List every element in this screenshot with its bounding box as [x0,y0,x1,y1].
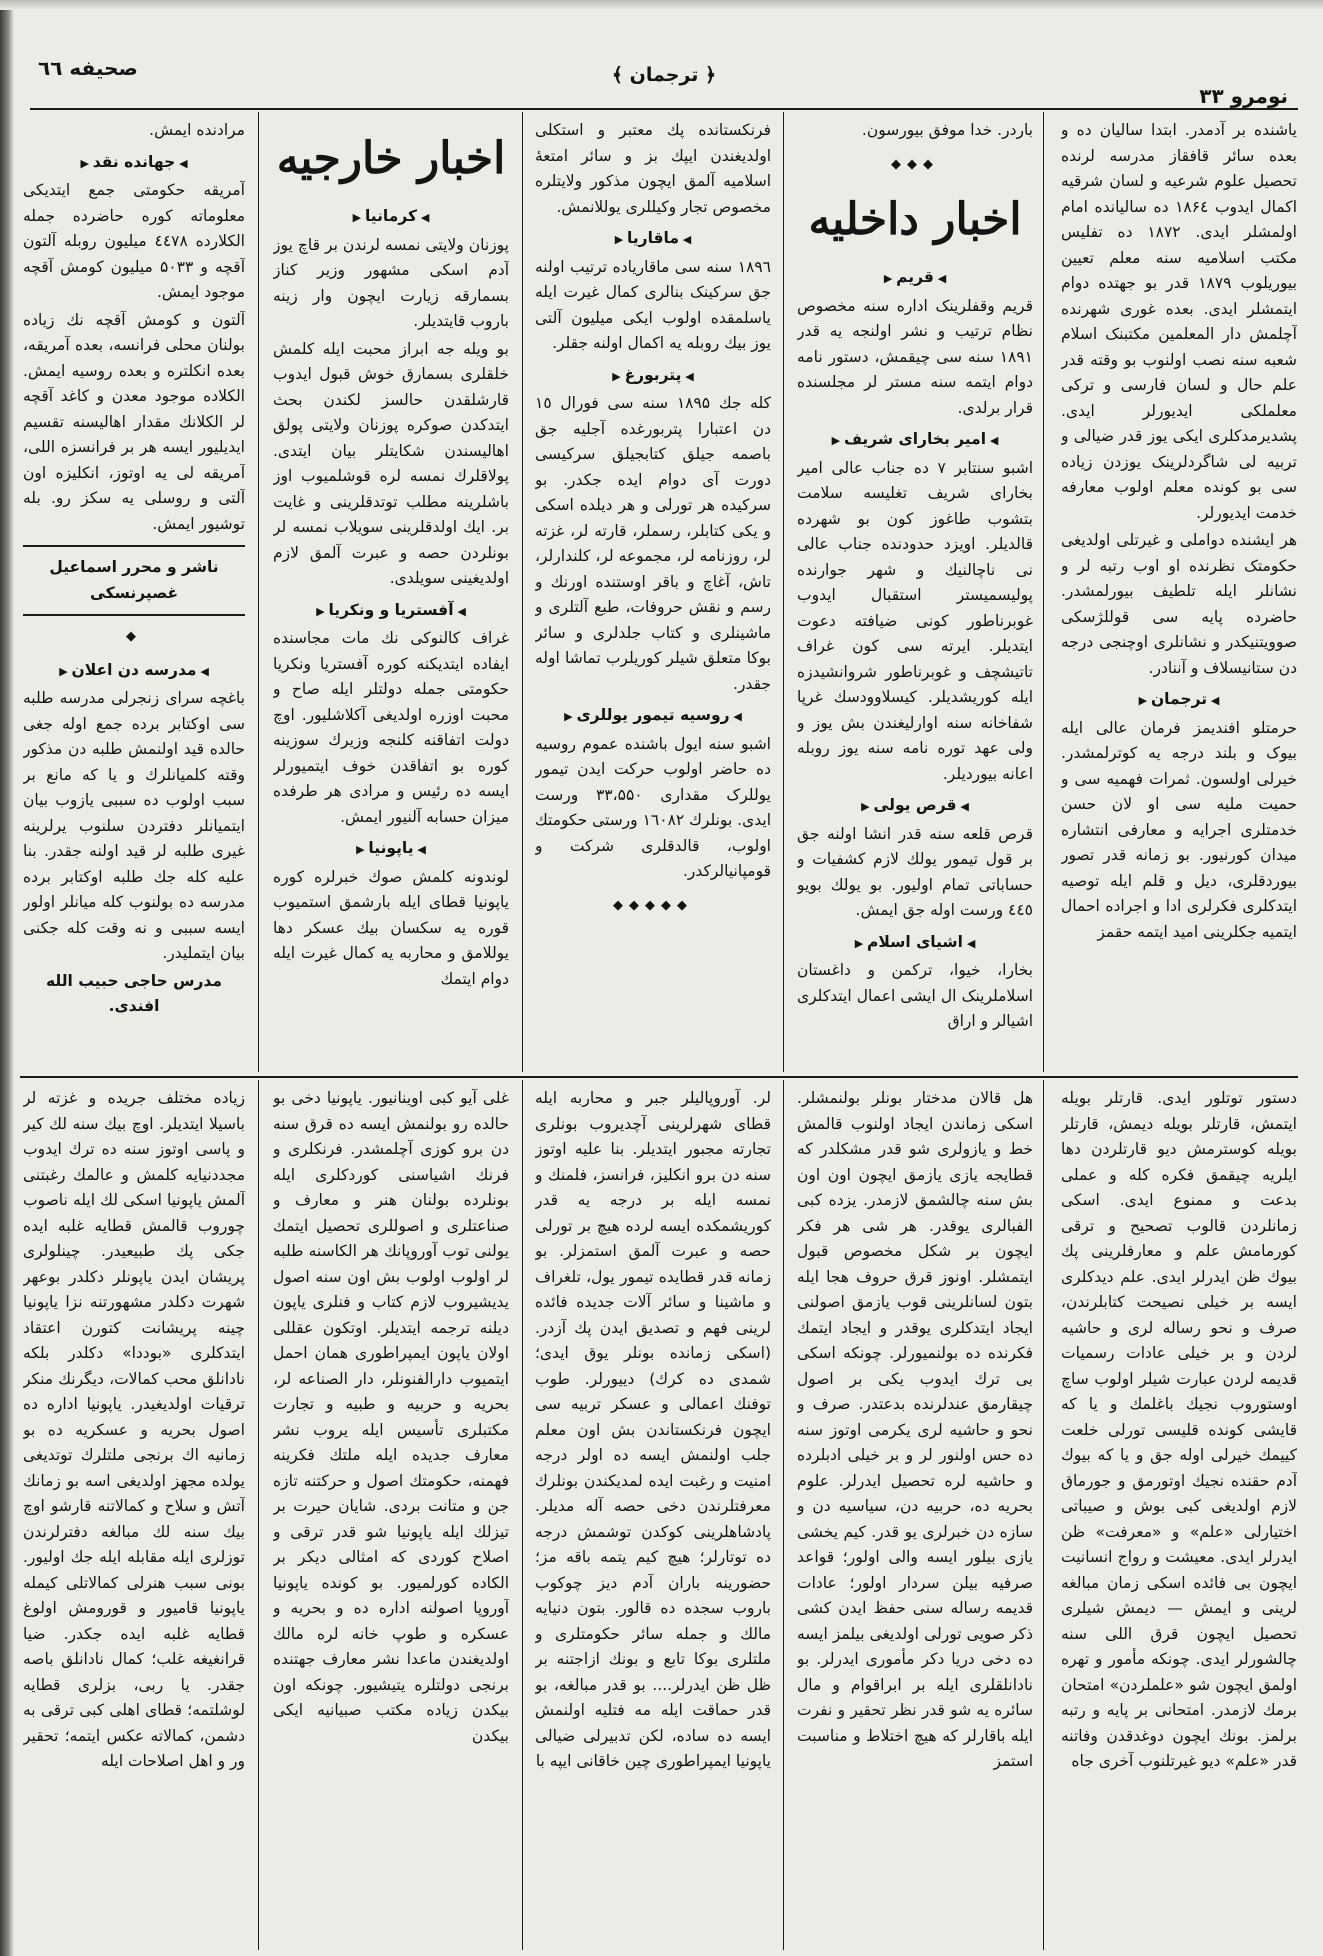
column-divider [522,1080,523,1950]
paragraph: هل قالان مدختار بونلر بولنمشلر. اسکی زماندن ایجاد اولنوب قالمش خط و یازولری شو قدر مشکلدر که قطایجه یازی یازمق ایچون اون اون بش سنه چالشمق لازمدر. یزده کبی الفبالری یوقدر. هر شی هر فکر ایچون بر شکل مخصوص قبول ایتمشلر. اونوز قرق حروف هجا ایله بتون لسانلرینی قوب یازمق اصولنی ایجاد ایتدکلری یوقدر و ایجاد ایتمك فکرنده ده بولنمیورلر. چونکه اسکی بی ترك ایدوب یکی بر اصول چیقارمق عندلرنده بدعتدر. صرف و نحو و حاشیه لری یکرمی اوتوز سنه ده حس اولنور لر و بر خیلی ادبلرده و حاشیه لره تحصیل ایدرلر. علوم بحریه ده، حربیه دن، سیاسیه دن و سازه دن خبرلری یو قدر. کیم یخشی یازی بیلور ایسه والی اولور؛ قواعد صرفیه بیلن سردار اولور؛ عادات قدیمه رساله سنی حفظ ایدن کشی ذکر صویی تورلی اولدیغی بیلمز ایسه ده دخی دریا دکر مأموری ایدرلر. بو نادانلقلری ایله بر ابراقوام و مال سائره یه شو قدر نظر تحقیر و نفرت ایله باقارلر که هیچ اختلاط و مناسبت استمز [797,1089,1033,1770]
ornament-divider: ◆◆◆ [891,156,939,172]
masthead [30,50,1298,110]
column-divider [783,112,784,1072]
ornament-divider: ◆ [126,629,142,644]
paragraph: آلتون و کومش آقچه نك زیاده بولنان محلی فرانسه، بعده آمریقه، بعده انکلتره و بعده روسیه ایمش. الکلاده موجود معدن و کاغد آقچه لر الکلانك مقدار اهالیسنه تقسیم ایدیلیور ایسه هر بر فرانسزه اللی، آمریقه لی یه اوتوز، انکلیزه اون آلتی و روسلی یه سکز رو. بله توشیور ایمش. [23,310,245,533]
bottom-column-3 [535,1086,771,1948]
section-heading: ◀ ماقاریا ▶ [535,226,771,253]
section-heading: ◀ یاپونیا ▶ [273,836,509,863]
paragraph: لر. آوروپالیلر جبر و محاربه ایله قطای شهرلرینی آچدیروب بونلری تجارته مجبور ایتدیلر. بنا علیه اوتوز سنه دن برو انکلیز، فرانسز، فلمنك و نمسه ایله بر درجه یه قدر کوریشمکده ایسه لرده هیچ بر تورلی حصه و عبرت آلمق استمزلر. بو زمانه قدر قطایده تیمور یول، تلغراف و ماشینا و سائر آلات جدیده فائده لرینی فهم و تصدیق ایدن پك آزدر. (اسکی زمانده بونلر یوق ایدی؛ شمدی ده کرك) دییورلر. طوب توفنك اعمالی و عسکر تربیه سی ایچون فرنکستاندن بش اون معلم جلب اولنمش ایسه ده اولر درجه امنیت و رغبت ایده لمدیکندن بونلرك معرفتلرندن دخی حصه آله مدیلر. پادشاهلرینی کوکدن توشمش درجه ده توتارلر؛ هیچ کیم یتمه باقه مز؛ حضورینه باران آدم دیز چوکوب باروب سجده ده قالور. بتون دنیایه مالك و جمله سائر حکومتلری و ملتلری بوکا تابع و بونك ازاجتنه بر ظل ظن ایدرلر.... بو قدر مبالغه، بو قدر حماقت ایله مه فتلیه اولنمش ایسه ده ساده، لکن تدبیرلی ضیالی یاپونیا ایمپراطوری چین خاقانی ایپه با [535,1089,771,1770]
notice-heading: ◀ مدرسه دن اعلان ▶ [23,658,245,685]
section-heading: ◀ کرمانیا ▶ [273,204,509,231]
section-heading: ◀ پتربورغ ▶ [535,363,771,390]
publisher-line: ناشر و محرر اسماعیل غصپرنسکی [49,558,219,602]
section-heading: ◀ قریم ▶ [797,265,1033,292]
paragraph: ۱۸۹٦ سنه سی ماقاریاده ترتیب اولنه جق سرکینک بنالری کمال غیرت ایله یاسلمقده اولوب ایکی میلیون آلتی یوز بیك روبله یه اکمال اولنه جقلر. [535,257,771,352]
issue-number: نومرو ۳۳ [1199,84,1288,108]
section-heading: ◀ امیر بخارای شریف ▶ [797,427,1033,454]
section-heading: ◀ قرص یولی ▶ [797,793,1033,820]
newspaper-name: ﴿ ترجمان ﴾ [611,64,717,86]
paragraph: قرص قلعه سنه قدر انشا اولنه جق بر قول تیمور یولك لازم کشفیات و حساباتی تمام اولیور. بو یولك بویو ٤٤٥ ورست اوله جق ایمش. [797,824,1033,919]
column-divider [258,1080,259,1950]
bottom-column-2 [797,1086,1033,1948]
paragraph: آمریقه حکومتی جمع ایتدیکی معلوماته کوره حاضرده جمله الکلارده ٤٤۷۸ میلیون روبله آلتون آقچه و ۵۰۳۳ میلیون کومش آقچه موجود ایمش. [23,181,245,301]
section-rule [20,1076,1298,1078]
rule [23,545,245,547]
paragraph: بخارا، خیوا، ترکمن و داغستان اسلاملرینک ال ایشی اعمال ایتدکلری اشیالر و اراق [797,961,1033,1030]
column-divider [783,1080,784,1950]
ornament-divider: ◆◆◆◆◆ [613,897,693,913]
paragraph: یاشنده بر آدمدر. ابتدا سالیان ده و بعده سائر قافقاز مدرسه لرنده تحصیل علوم شرعیه و لسان شرقیه اکمال ایدوب ۱۸۶٤ ده سالیانده امام اولمشلر ایدی. ۱۸۷۲ ده تفلیس مکتب اسلامیه سنه معلم تعیین بیوریلوب ۱۸۷۹ قدر بو جهتده دوام ایتمشلر ایدی. بعده غوری شهرنده آچلمش دار المعلمین مکتبنک اسلام شعبه سنه نصب اولنوب بو وقته قدر علم حال و لسان فارسی و ترکی معلملکی ایدیورلر ایدی. پشدیرمدکلری ایکی یوز قدر ضیالی و تربیه لی شاگردلرینک یوزدن زیاده سی بو کونده معلم اولوب معارفه خدمت ایدیورلر. [1061,121,1297,522]
bottom-column-4 [273,1086,509,1948]
page-top-edge [0,0,1323,10]
column-divider [1043,1080,1044,1950]
paragraph: حرمتلو افندیمز فرمان عالی ایله بیوک و بلند درجه یه کوترلمشدر. خیرلی اولسون. ثمرات فهمیه سی و حمیت ملیه سی او لان حسن خدمتلری اجرایه و معارفی انتشاره میدان کورنیور. بو زمانه قدر تصور بیوردقلری، دیل و قلم ایله توصیه ایتدکلری فکرلری ادا و اجراده احمال ایتمیه جکلرینی امید ایتمه حقمز [1061,718,1297,941]
paragraph: بو ویله جه ابراز محبت ایله کلمش خلقلری بسمارق خوش قبول ایدوب قارشلقدن حالسز لکندن بحث ایتدکدن صوکره پوزنان ولایتی پولق اهالیسندن شکایتلر بیان ایتدی. پولاقلرك نمسه لره قوشلمیوب اوز باشلرینه مطلب توتدقلرینی و غایت بر. ایك اولدقلرینی سویلاب نمسه لر بونلردن حصه و عبرت آلمق لازم اولدیغینی سویلدی. [273,339,509,587]
section-title-domestic-news: اخبار داخلیه [808,194,1022,245]
paragraph: اشبو سنه ایول باشنده عموم روسیه ده حاضر اولوب حرکت ایدن تیمور یوللرک مقداری ۳۳،۵۵۰ ورست ایدی. بونلرك ۱٦۰۸۲ ورستی حکومتك اولوب، قالدقلری شرکت و قومپانیالرکدر. [535,734,771,880]
notice-text: باغچه سرای زنجرلی مدرسه طلبه سی اوکتابر برده جمع اوله جغی حالده قید اولنمش طلبه دن مذکور وقته کلمیانلرك و یا که مانع بر سبب اولوب ده سببی یازوب بیان ایتمیانلر دفتردن سلنوب یرلرینه غیری طلبه لر قید اولنه جقدر. بنا علیه کله جك طلبه اوکتابر برده مدرسه ده بولنوب کله میانلر اولور ایسه سببی و نه وقت کله جکنی بیان ایتملیدر. [23,689,245,962]
column-divider [1043,112,1044,1072]
top-column-2 [797,118,1033,1068]
top-column-1 [1061,118,1297,1068]
paragraph: فرنکستانده پك معتبر و استکلی اولدیغندن ایپك بز و سائر امتعهٔ اسلامیه آلمق ایچون مذکور ولایتلره مخصوص تجار وکیللری یوللانمش. [535,121,771,216]
column-divider [522,112,523,1072]
bottom-column-5 [23,1086,245,1948]
paragraph: غلی آیو کبی اوینانیور. یاپونیا دخی بو حالده رو بولنمش ایسه ده قرق سنه دن برو کوزی آچلمشدر. فرنکلری و فرنك اشیاسنی کوردکلری ایله بونلرده بولنان هنر و معارف و صناعتلری و اصوللری تحصیل ایتمك یولنی توب آوروپانك هر الکاسنه طلبه لر اولوب اولوب بش اون سنه اصول یدیشیروب لازم کتاب و فنلری یاپون دیلنه ترجمه ایتدیلر. اوتکون عقللی اولان یاپون ایمپراطوری همان احمل ایتمیوب دارالفنونلر، دار الصناعه لر، بحریه و حربیه و طبیه و تجارت مکتبلری تأسیس ایله یروب نشر معارف جدیده ایله ملتك فکرینه فهمنه، حکومتك اصول و حرکتنه تازه جن و متانت بردی. شایان حیرت بر تیزلك ایله یاپونیا شو قدر ترقی و اصلاح کوردی که امثالی دیکر بر الکاده کورلمیور. بو کونده یاپونیا آوروپا اصولنه اداره ده و بحریه و عسکره و طوپ خانه لره مالك اولدیغندن ماعدا نشر معارف جهتنده برنجی دولتلره یتیشیور. چونکه اون بیکدن زیاده مکتب صبیانیه ایکی بیکدن [273,1089,509,1745]
notice-signature: مدرس حاجی حبیب الله افندی. [46,971,222,1015]
paragraph: لوندونه کلمش صوك خبرلره کوره یاپونیا قطای ایله بارشمق استمیوب قوره یه سکسان بیك عسکر دها یوللامق و محاربه یه کمال غیرت ایله دوام ایتمك [273,867,509,988]
section-title-foreign-news: اخبار خارجیه [276,133,506,184]
paragraph: زیاده مختلف جریده و غزته لر باسیلا ایتدیلر. اوچ بیك سنه لك کیر و پاسی اوتوز سنه ده ترك ایدوب مجددنیایه کلمش و عالمك رغبتنی آلمش یاپونیا اسکی لك ایله ناصوب چوروب قالمش قطایه غلبه ایده جکی پك طبیعیدر. چینلولری پریشان ایدن یاپونلر دکلدر بوعهر شهرت دکلدر مشهورتنه نزا یاپونیا چینه پریشانت کتورن اعتقاد ایتدکلری «بوددا» دکلدر بلکه نادانلق محب کمالات، دیگرنك منکر ترقیات اولدیغیدر. یاپونیا اداره ده اصول بحریه و عسکریه ده بو زمانیه اك برنجی ملتلرك توتدیغی یولده مجهز اولدیغی اسه بو زمانك آتش و سلاح و کمالاتنه قارشو اوچ بیك سنه لك مبالغه دفترلرندن توزلری ایله مقابله ایله جك اولیور. بونی سبب هنرلی کمالاتلی کیمله یاپونیا قامیور و قورومش اولوغ قطایه غلبه ایده جکدر. ضیا قرانغیغه غلب؛ کمال نادانلق باصه جقدر. یا ربی، بزلری قطایه لوشلتمه؛ قطای اهلی کبی ترقی به دشمن، کمالاته عکس ایتمه؛ تحقیر ور و اهل اصلاحات ایله [23,1089,245,1770]
paragraph: غراف کالنوکی نك مات مجاسنده ایفاده ایتدیکنه کوره آفستریا ونکریا حکومتی جمله دولتلر ایله صاح و محبت اوزره اولدیغی آکلاشلیور. اوچ دولت اتفاقنه کلنجه وزیرك سوزینه کوره بو اتفاقدن خوف ایتمیورلر ایسه ده رئیس و مرادی هر طرفده میزان حسابه آلنیور ایمش. [273,629,509,826]
paragraph: کله جك ۱۸۹۵ سنه سی فورال ١٥ دن اعتبارا پتربورغده آجلیه جق باصمه جیلق کتابجیلق سرکیسی دورت آی دوام ایده جکدر. بو سرکیده هر تورلی و هر دیلده اسکی و یکی کتابلر، رسملر، قارته لر، غزته لر، روزنامه لر، مجموعه لر، کلندارلر، تاش، آغاچ و باقر اوستنده اورنك و رسم و نقش حروفات، طبع آلتلری و ماشینلری و کتاب جلدلری و سائر بوکا متعلق شیلر کوریلرب تماشا اوله جقدر. [535,394,771,693]
paragraph: دستور توتلور ایدی. قارتلر بویله ایتمش، قارتلر بویله دیمش، قارتلر بویله کوسترمش دیو قارتلردن دها ایلریه چیقمق فکره کله و عملی بدعت و ممنوع ایدی. اسکی زمانلردن قالوب تصحیح و ترقی کورمامش علم و معارفلرینی پك بیوك ظن ایدرلر ایدی. علم دیدکلری ایسه بر خیلی نصیحت کتابلرندن، صرف و نحو رساله لری و حاشیه لردن و بر خیلی عادات رسمیات قدیمه لردن عبارت شیلر اولوب ساچ اوستوروب نجیك باغلمك و یا که قایشی کونده قلیسی تورلی خلعت کییمك خیرلی اوله جق و یا که بیوك آدم حقنده نجیك اوتورمق و جورماق لازم اولدیغی کبی بوش و صیباتی اختیارلی «علم» و «معرفت» ظن ایدرلر ایدی. معیشت و رواج انسانیت ایچون بی فائده اسکی زمان مبالغه لرینی و ایمش — دیمش شیلری تحصیل ایچون قرق اللی سنه چالشورلر ایدی. چونکه مأمور و تهره اولمق ایچون شو «علملردن» امتحان برمك لازمدر. امتحانی بر پایه و رتبه برلمز. بونك ایچون دوغدقدن وفاتنه قدر «علم» دیو غیرتلنوب آخری جاه [1061,1089,1297,1770]
top-column-3 [535,118,771,1068]
rule [23,614,245,616]
top-column-4 [273,118,509,1068]
paragraph: هر ایشنده دواملی و غیرتلی اولدیغی حکومتک نظرنده او اوب رتبه لر و نشانلر ایله تلطیف بیورلمشدر. حاضرده پایه سی قوللژسکی صوویتنیکدر و نشانلری اوچنجی درجه دن ستانیسلاف و آننادر. [1061,531,1297,677]
paragraph: مرادنده ایمش. [149,121,245,139]
paragraph: باردر. خدا موفق بیورسون. [861,121,1033,139]
section-heading: ◀ روسیه تیمور یوللری ▶ [535,703,771,730]
section-heading: ◀ اشیای اسلام ▶ [797,930,1033,957]
masthead-rule [30,108,1298,110]
paragraph: قریم وقفلرینک اداره سنه مخصوص نظام ترتیب و نشر اولنجه یه قدر ۱۸۹۱ سنه سی چیقمش، دستور نامه دوام ایتمه سنه مستر لر مجلسنده قرار برلدی. [797,296,1033,417]
page-binding-edge [0,0,14,1956]
column-divider [258,112,259,1072]
bottom-column-1 [1061,1086,1297,1948]
paragraph: اشبو سنتابر ۷ ده جناب عالی امیر بخارای شریف تغلیسه سلامت بتشوب طاغوز کون بو شهرده قالدیلر. اویزد حدودنده جناب عالی نی ناچالنیك و شهر جوارنده پولیسمیستر استقبال ایدوب غوبرناطور کونی ضیافته دعوت ایتدیلر. ایرته سی کون غراف تاتیشچف و غوبرناطور شروانشیدزه ایله کوریشدیلر. کیسلاوودسك غرپا شفاخانه سنه اوارلیغندن بش یوز و ولی عهد توره نامه سنه یوز روبله اعانه بیوردیلر. [797,458,1033,783]
page-number: صحیفه ٦٦ [38,56,138,80]
section-heading: ◀ آفستریا و ونکریا ▶ [273,598,509,625]
paragraph: پوزنان ولایتی نمسه لرندن بر قاچ یوز آدم اسکی مشهور وزیر کناز بسمارقه زیارت ایچون وار زینه باروب قایتدیلر. [273,235,509,330]
section-heading: ◀ ترجمان ▶ [1061,687,1297,714]
top-column-5 [23,118,245,1068]
section-heading: ◀ جهانده نقد ▶ [23,150,245,177]
